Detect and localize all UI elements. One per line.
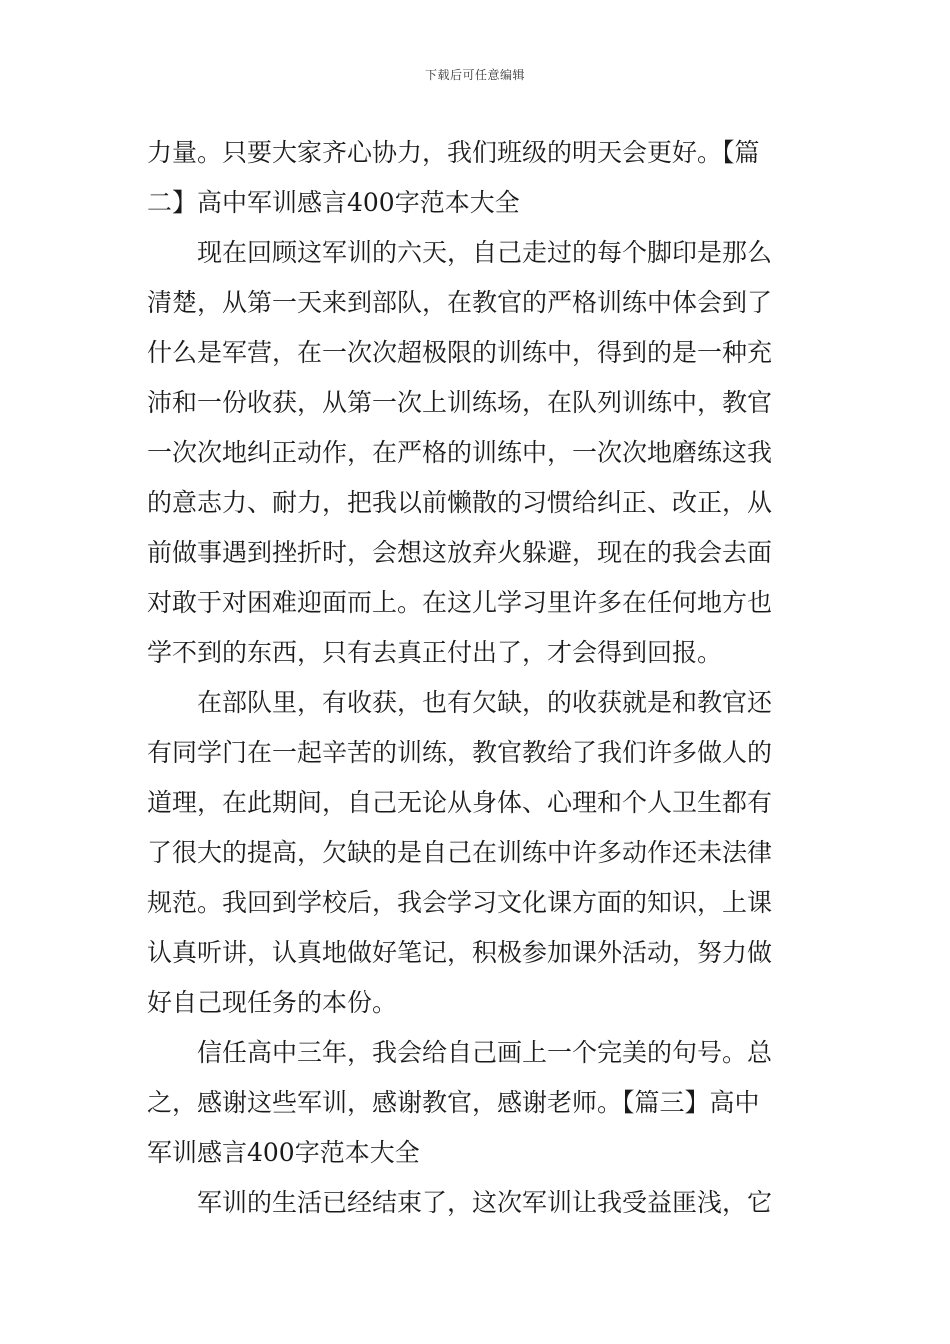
- text-line: 的意志力、耐力，把我以前懒散的习惯给纠正、改正，从: [147, 488, 773, 517]
- text-line: 之，感谢这些军训，感谢教官，感谢老师。【篇三】高中: [147, 1088, 760, 1117]
- text-line: 力量。只要大家齐心协力，我们班级的明天会更好。【篇: [147, 138, 760, 167]
- text-line: 有同学门在一起辛苦的训练，教官教给了我们许多做人的: [147, 738, 773, 767]
- text-line: 对敢于对困难迎面而上。在这儿学习里许多在任何地方也: [147, 588, 773, 617]
- document-body: [147, 128, 807, 1228]
- text-line: 规范。我回到学校后，我会学习文化课方面的知识，上课: [147, 888, 773, 917]
- text-line: 现在回顾这军训的六天，自己走过的每个脚印是那么: [197, 238, 773, 267]
- text-line: 什么是军营，在一次次超极限的训练中，得到的是一种充: [147, 338, 773, 367]
- text-line: 二】高中军训感言400字范本大全: [147, 188, 520, 217]
- text-line: 前做事遇到挫折时，会想这放弃火躲避，现在的我会去面: [147, 538, 773, 567]
- text-line: 道理，在此期间，自己无论从身体、心理和个人卫生都有: [147, 788, 773, 817]
- text-line: 一次次地纠正动作，在严格的训练中，一次次地磨练这我: [147, 438, 773, 467]
- text-line: 学不到的东西，只有去真正付出了，才会得到回报。: [147, 638, 723, 667]
- text-line: 信任高中三年，我会给自己画上一个完美的句号。总: [197, 1038, 773, 1067]
- text-line: 军训感言400字范本大全: [147, 1138, 420, 1167]
- text-line: 了很大的提高，欠缺的是自己在训练中许多动作还未法律: [147, 838, 773, 867]
- text-line: 好自己现任务的本份。: [147, 988, 398, 1017]
- text-line: 在部队里，有收获，也有欠缺，的收获就是和教官还: [197, 688, 773, 717]
- page-header: 下载后可任意编辑: [424, 68, 525, 82]
- text-line: 清楚，从第一天来到部队，在教官的严格训练中体会到了: [147, 288, 773, 317]
- text-line: 沛和一份收获，从第一次上训练场，在队列训练中，教官: [147, 388, 773, 417]
- text-line: 认真听讲，认真地做好笔记，积极参加课外活动，努力做: [147, 938, 773, 967]
- text-line: 军训的生活已经结束了，这次军训让我受益匪浅，它: [197, 1188, 773, 1217]
